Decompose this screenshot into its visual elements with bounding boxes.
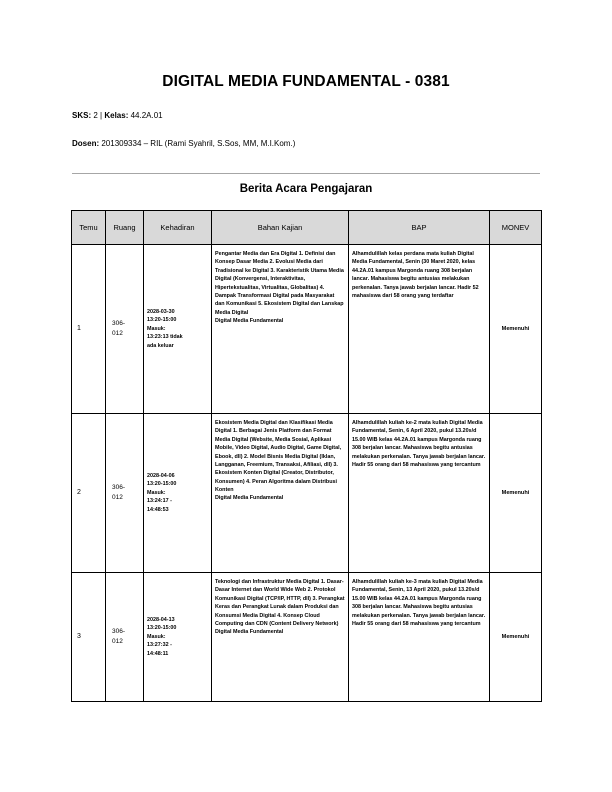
kelas-label: Kelas: bbox=[104, 111, 129, 120]
cell-monev: Memenuhi bbox=[490, 245, 542, 414]
cell-bap: Alhamdulillah kelas perdana mata kuliah Digital Media Fundamental, Senin (30 Maret 2020, kelas 44.2A.01 kampus Margonda ruang 308 berjalan lancar. Mahasiswa begitu antusias melakukan perkenalan. Tanya jawab berjalan lancar. Hadir 52 mahasiswa dari 58 orang yang terdaftar bbox=[349, 245, 490, 414]
header-monev: MONEV bbox=[490, 211, 542, 245]
sks-label: SKS: bbox=[72, 111, 92, 120]
cell-kehadiran bbox=[144, 573, 212, 702]
dosen-value: 201309334 – RIL (Rami Syahril, S.Sos, MM, M.I.Kom.) bbox=[101, 139, 296, 148]
kehadiran-text: 2028-04-06 13:20-15:00 Masuk: 13:24:17 - 14:48:53 bbox=[147, 473, 177, 513]
cell-kehadiran bbox=[144, 245, 212, 414]
course-info bbox=[72, 111, 163, 120]
kehadiran-text: 2028-04-13 13:20-15:00 Masuk: 13:27:32 - 14:48:11 bbox=[147, 617, 177, 657]
kelas-value: 44.2A.01 bbox=[130, 111, 163, 120]
bahan-text: Pengantar Media dan Era Digital 1. Definisi dan Konsep Dasar Media 2. Evolusi Media dari Tradisional ke Digital 3. Karakteristik Utama Media Digital (Konvergensi, Interaktivitas, Hipertekstualitas, Virtualitas, Globalitas) 4. Dampak Transformasi Digital pada Masyarakat dan Komunikasi 5. Ekosistem Digital dan Lanskap Media Digital Digital Media Fundamental bbox=[215, 251, 344, 324]
cell-ruang bbox=[106, 414, 144, 573]
cell-temu: 2 bbox=[72, 414, 106, 573]
lecturer-info bbox=[72, 139, 295, 148]
ruang-text: 306- 012 bbox=[112, 627, 126, 645]
header-bap: BAP bbox=[349, 211, 490, 245]
header-temu: Temu bbox=[72, 211, 106, 245]
cell-temu: 3 bbox=[72, 573, 106, 702]
table-row bbox=[72, 245, 542, 414]
ruang-text: 306- 012 bbox=[112, 483, 126, 501]
bahan-text: Teknologi dan Infrastruktur Media Digital 1. Dasar-Dasar Internet dan World Wide Web 2. Protokol Komunikasi Digital (TCP/IP, HTTP, dll) 3. Perangkat Keras dan Perangkat Lunak dalam Produksi dan Konsumsi Media Digital 4. Konsep Cloud Computing dan CDN (Content Delivery Network) Digital Media Fundamental bbox=[215, 579, 345, 636]
teaching-record-table bbox=[71, 210, 542, 702]
sks-value: 2 | bbox=[93, 111, 105, 120]
table-header-row bbox=[72, 211, 542, 245]
cell-ruang bbox=[106, 245, 144, 414]
divider bbox=[72, 173, 540, 174]
cell-bahan-kajian bbox=[212, 245, 349, 414]
cell-monev: Memenuhi bbox=[490, 573, 542, 702]
page-title: DIGITAL MEDIA FUNDAMENTAL - 0381 bbox=[162, 73, 450, 90]
bahan-text: Ekosistem Media Digital dan Klasifikasi Media Digital 1. Berbagai Jenis Platform dan Format Media Digital (Website, Media Sosial, Aplikasi Mobile, Video Digital, Audio Digital, Game Digital, Ebook, dll) 2. Model Bisnis Media Digital (Iklan, Langganan, Freemium, Transaksi, Afiliasi, dll) 3. Ekosistem Konten Digital (Creator, Distributor, Konsumen) 4. Peran Algoritma dalam Distribusi Konten Digital Media Fundamental bbox=[215, 420, 342, 502]
cell-temu: 1 bbox=[72, 245, 106, 414]
dosen-label: Dosen: bbox=[72, 139, 100, 148]
cell-bap: Alhamdulillah kuliah ke-3 mata kuliah Digital Media Fundamental, Senin, 13 April 2020, pukul 13.20s/d 15.00 WIB kelas 44.2A.01 kampus Margonda ruang 308 berjalan lancar. Mahasiswa begitu antusias melakukan perkenalan. Tanya jawab berjalan lancar. Hadir 55 orang dari 58 mahasiswa yang tercantum bbox=[349, 573, 490, 702]
cell-ruang bbox=[106, 573, 144, 702]
cell-monev: Memenuhi bbox=[490, 414, 542, 573]
table-row bbox=[72, 414, 542, 573]
cell-bahan-kajian bbox=[212, 573, 349, 702]
header-ruang: Ruang bbox=[106, 211, 144, 245]
header-kehadiran: Kehadiran bbox=[144, 211, 212, 245]
table-row bbox=[72, 573, 542, 702]
cell-bahan-kajian bbox=[212, 414, 349, 573]
section-title: Berita Acara Pengajaran bbox=[239, 183, 373, 195]
header-bahan-kajian: Bahan Kajian bbox=[212, 211, 349, 245]
kehadiran-text: 2028-03-30 13:20-15:00 Masuk: 13:23:13 tidak ada keluar bbox=[147, 309, 183, 349]
cell-kehadiran bbox=[144, 414, 212, 573]
ruang-text: 306- 012 bbox=[112, 319, 126, 337]
cell-bap: Alhamdulillah kuliah ke-2 mata kuliah Digital Media Fundamental, Senin, 6 April 2020, pukul 13.20s/d 15.00 WIB kelas 44.2A.01 kampus Margonda ruang 308 berjalan lancar. Mahasiswa begitu antusias melakukan perkenalan. Tanya jawab berjalan lancar. Hadir 55 orang dari 58 mahasiswa yang tercantum bbox=[349, 414, 490, 573]
